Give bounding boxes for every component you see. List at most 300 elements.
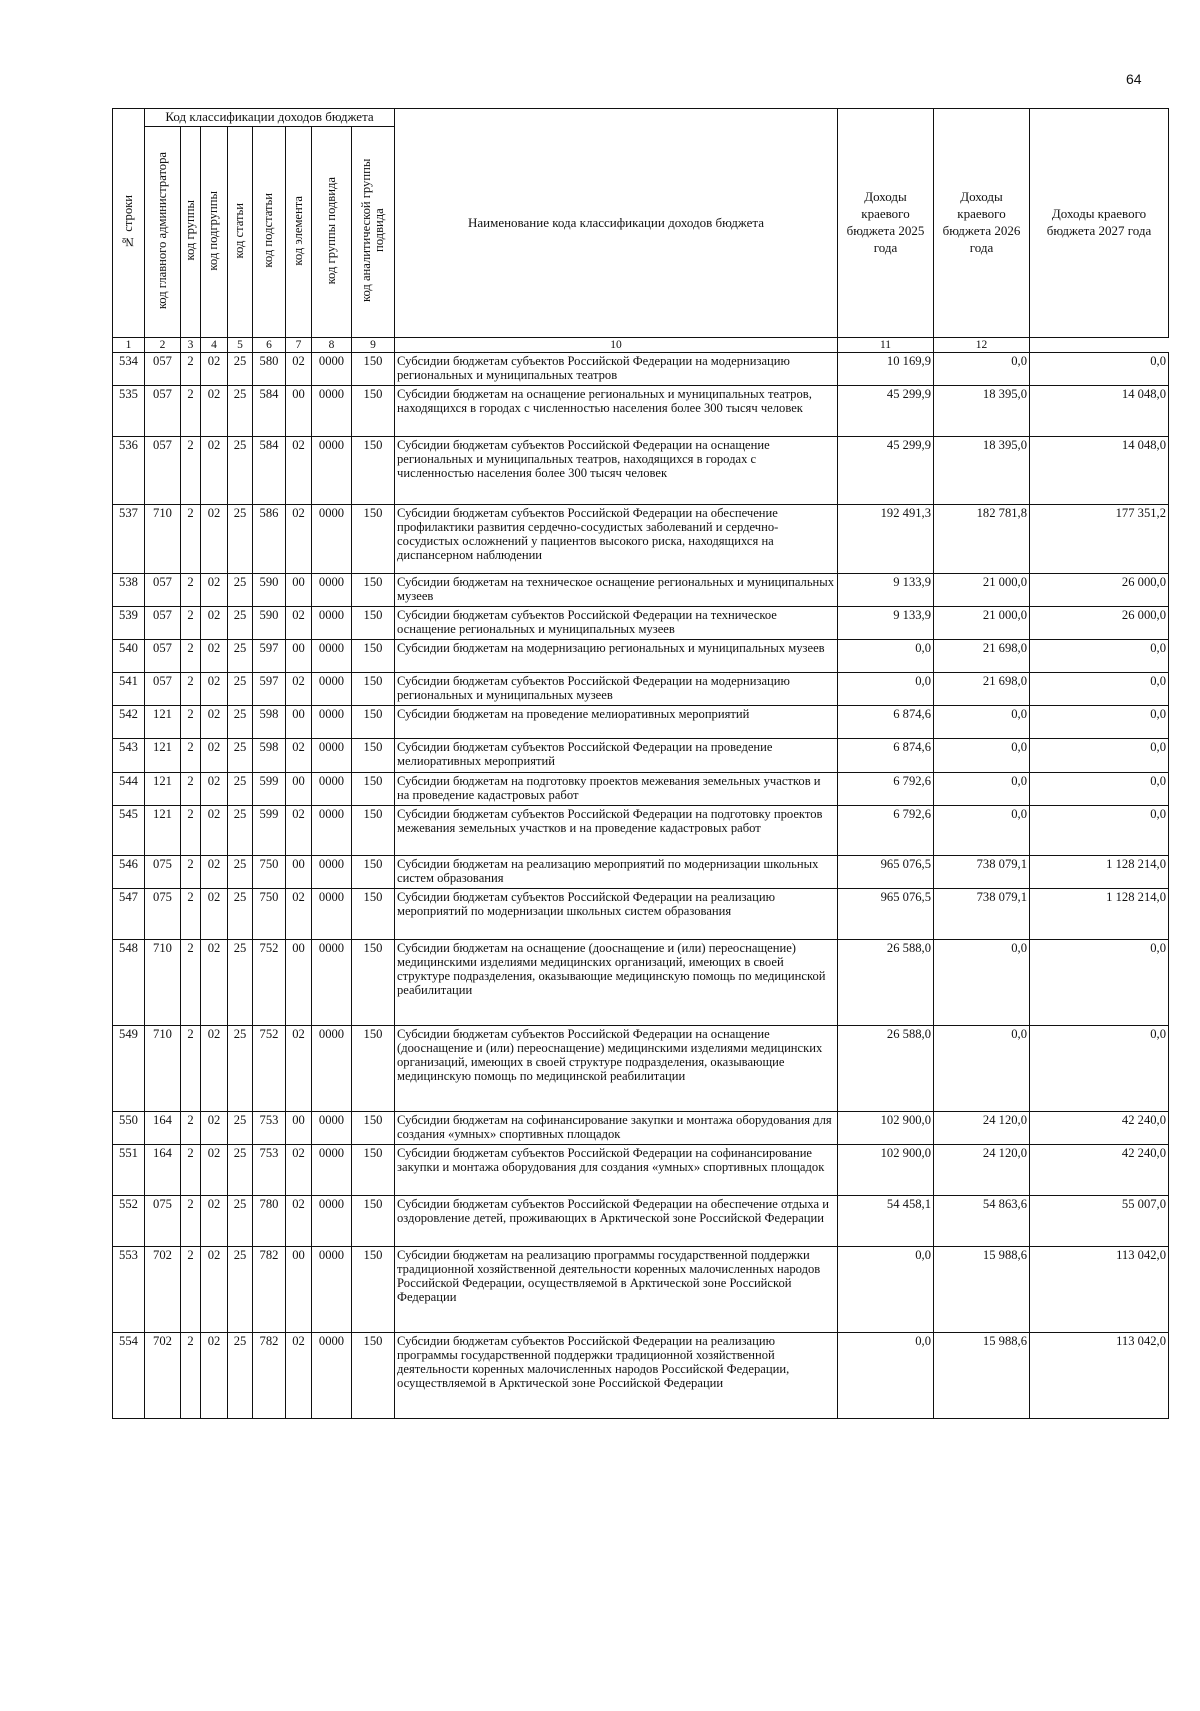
income-2027-cell: 0,0 — [1030, 1026, 1169, 1112]
analytic-group-code-cell: 150 — [352, 574, 395, 607]
column-number-row — [113, 338, 1169, 353]
subgroup-code-cell: 02 — [201, 856, 228, 889]
income-2025-cell: 102 900,0 — [838, 1112, 934, 1145]
table-row — [113, 1145, 1169, 1196]
subarticle-code-cell: 586 — [253, 505, 286, 574]
income-2027-cell: 26 000,0 — [1030, 607, 1169, 640]
subtype-group-code-cell: 0000 — [312, 505, 352, 574]
row-number-cell: 535 — [113, 386, 145, 437]
income-2026-cell: 0,0 — [934, 773, 1030, 806]
header-code-name: Наименование кода классификации доходов бюджета — [395, 109, 838, 338]
table-row — [113, 1333, 1169, 1419]
header-subtype-group-code: код группы подвида — [312, 127, 352, 338]
subgroup-code-cell: 02 — [201, 1333, 228, 1419]
column-number: 1 — [113, 338, 145, 353]
income-2025-cell: 45 299,9 — [838, 386, 934, 437]
table-row — [113, 856, 1169, 889]
table-body — [113, 353, 1169, 1419]
element-code-cell: 02 — [286, 353, 312, 386]
subgroup-code-cell: 02 — [201, 1112, 228, 1145]
income-2026-cell: 21 000,0 — [934, 574, 1030, 607]
subtype-group-code-cell: 0000 — [312, 706, 352, 739]
admin-code-cell: 075 — [145, 889, 181, 940]
row-number-cell: 538 — [113, 574, 145, 607]
subarticle-code-cell: 599 — [253, 806, 286, 856]
row-number-cell: 537 — [113, 505, 145, 574]
header-row-number: № строки — [113, 109, 145, 338]
subarticle-code-cell: 753 — [253, 1145, 286, 1196]
code-name-cell: Субсидии бюджетам на реализацию программы государственной поддержки традиционной хозяйственной деятельности коренных малочисленных народов Российской Федерации, осуществляемой в Арктической зоне Российской Федерации — [395, 1247, 838, 1333]
element-code-cell: 02 — [286, 673, 312, 706]
code-name-cell: Субсидии бюджетам субъектов Российской Федерации на софинансирование закупки и монтажа оборудования для создания «умных» спортивных площадок — [395, 1145, 838, 1196]
subtype-group-code-cell: 0000 — [312, 856, 352, 889]
subarticle-code-cell: 750 — [253, 889, 286, 940]
header-admin-code: код главного администратора — [145, 127, 181, 338]
element-code-cell: 02 — [286, 1333, 312, 1419]
group-code-cell: 2 — [181, 574, 201, 607]
income-2027-cell: 0,0 — [1030, 353, 1169, 386]
element-code-cell: 00 — [286, 706, 312, 739]
article-code-cell: 25 — [228, 739, 253, 773]
subarticle-code-cell: 584 — [253, 437, 286, 505]
subarticle-code-cell: 782 — [253, 1247, 286, 1333]
income-2026-cell: 21 000,0 — [934, 607, 1030, 640]
subarticle-code-cell: 584 — [253, 386, 286, 437]
subgroup-code-cell: 02 — [201, 706, 228, 739]
income-2027-cell: 1 128 214,0 — [1030, 889, 1169, 940]
group-code-cell: 2 — [181, 1145, 201, 1196]
row-number-cell: 553 — [113, 1247, 145, 1333]
column-number: 5 — [228, 338, 253, 353]
element-code-cell: 00 — [286, 386, 312, 437]
row-number-cell: 550 — [113, 1112, 145, 1145]
code-name-cell: Субсидии бюджетам субъектов Российской Федерации на оснащение (дооснащение и (или) переоснащение) медицинскими изделиями медицинских организаций, имеющих в своей структуре подразделения, оказывающие медицинскую помощь по медицинской реабилитации — [395, 1026, 838, 1112]
analytic-group-code-cell: 150 — [352, 1247, 395, 1333]
income-2025-cell: 9 133,9 — [838, 607, 934, 640]
income-2025-cell: 9 133,9 — [838, 574, 934, 607]
code-name-cell: Субсидии бюджетам субъектов Российской Федерации на реализацию мероприятий по модернизации школьных систем образования — [395, 889, 838, 940]
income-2026-cell: 0,0 — [934, 940, 1030, 1026]
income-2025-cell: 965 076,5 — [838, 856, 934, 889]
table-row — [113, 1196, 1169, 1247]
subarticle-code-cell: 750 — [253, 856, 286, 889]
subarticle-code-cell: 780 — [253, 1196, 286, 1247]
code-name-cell: Субсидии бюджетам субъектов Российской Федерации на техническое оснащение региональных и муниципальных музеев — [395, 607, 838, 640]
code-name-cell: Субсидии бюджетам субъектов Российской Федерации на проведение мелиоративных мероприятий — [395, 739, 838, 773]
subtype-group-code-cell: 0000 — [312, 1196, 352, 1247]
element-code-cell: 00 — [286, 773, 312, 806]
admin-code-cell: 057 — [145, 386, 181, 437]
income-2026-cell: 0,0 — [934, 706, 1030, 739]
admin-code-cell: 710 — [145, 940, 181, 1026]
article-code-cell: 25 — [228, 437, 253, 505]
admin-code-cell: 075 — [145, 856, 181, 889]
subtype-group-code-cell: 0000 — [312, 607, 352, 640]
income-2026-cell: 0,0 — [934, 739, 1030, 773]
admin-code-cell: 075 — [145, 1196, 181, 1247]
row-number-cell: 543 — [113, 739, 145, 773]
header-subarticle-code: код подстатьи — [253, 127, 286, 338]
row-number-cell: 545 — [113, 806, 145, 856]
analytic-group-code-cell: 150 — [352, 353, 395, 386]
income-2027-cell: 0,0 — [1030, 940, 1169, 1026]
subarticle-code-cell: 782 — [253, 1333, 286, 1419]
income-2026-cell: 738 079,1 — [934, 856, 1030, 889]
row-number-cell: 548 — [113, 940, 145, 1026]
income-2025-cell: 965 076,5 — [838, 889, 934, 940]
income-2027-cell: 0,0 — [1030, 673, 1169, 706]
element-code-cell: 00 — [286, 856, 312, 889]
subgroup-code-cell: 02 — [201, 806, 228, 856]
subtype-group-code-cell: 0000 — [312, 437, 352, 505]
admin-code-cell: 164 — [145, 1112, 181, 1145]
row-number-cell: 544 — [113, 773, 145, 806]
subgroup-code-cell: 02 — [201, 940, 228, 1026]
subgroup-code-cell: 02 — [201, 640, 228, 673]
group-code-cell: 2 — [181, 706, 201, 739]
column-number: 6 — [253, 338, 286, 353]
income-2027-cell: 1 128 214,0 — [1030, 856, 1169, 889]
table-row — [113, 386, 1169, 437]
code-name-cell: Субсидии бюджетам субъектов Российской Федерации на оснащение региональных и муниципальных театров, находящихся в городах с численностью населения более 300 тысяч человек — [395, 437, 838, 505]
code-name-cell: Субсидии бюджетам на подготовку проектов межевания земельных участков и на проведение кадастровых работ — [395, 773, 838, 806]
analytic-group-code-cell: 150 — [352, 1026, 395, 1112]
subtype-group-code-cell: 0000 — [312, 806, 352, 856]
analytic-group-code-cell: 150 — [352, 1112, 395, 1145]
row-number-cell: 551 — [113, 1145, 145, 1196]
subgroup-code-cell: 02 — [201, 889, 228, 940]
income-2027-cell: 42 240,0 — [1030, 1145, 1169, 1196]
analytic-group-code-cell: 150 — [352, 1196, 395, 1247]
code-name-cell: Субсидии бюджетам на техническое оснащение региональных и муниципальных музеев — [395, 574, 838, 607]
table-row — [113, 673, 1169, 706]
code-name-cell: Субсидии бюджетам на реализацию мероприятий по модернизации школьных систем образования — [395, 856, 838, 889]
income-2025-cell: 6 792,6 — [838, 773, 934, 806]
income-2025-cell: 0,0 — [838, 1333, 934, 1419]
group-code-cell: 2 — [181, 773, 201, 806]
subtype-group-code-cell: 0000 — [312, 1333, 352, 1419]
analytic-group-code-cell: 150 — [352, 640, 395, 673]
subtype-group-code-cell: 0000 — [312, 773, 352, 806]
subgroup-code-cell: 02 — [201, 505, 228, 574]
subarticle-code-cell: 752 — [253, 1026, 286, 1112]
income-2025-cell: 6 792,6 — [838, 806, 934, 856]
subgroup-code-cell: 02 — [201, 773, 228, 806]
group-code-cell: 2 — [181, 1196, 201, 1247]
group-code-cell: 2 — [181, 1247, 201, 1333]
admin-code-cell: 057 — [145, 437, 181, 505]
subgroup-code-cell: 02 — [201, 1247, 228, 1333]
income-2025-cell: 26 588,0 — [838, 1026, 934, 1112]
admin-code-cell: 121 — [145, 739, 181, 773]
article-code-cell: 25 — [228, 889, 253, 940]
code-name-cell: Субсидии бюджетам на софинансирование закупки и монтажа оборудования для создания «умных» спортивных площадок — [395, 1112, 838, 1145]
income-2025-cell: 6 874,6 — [838, 706, 934, 739]
income-2025-cell: 54 458,1 — [838, 1196, 934, 1247]
group-code-cell: 2 — [181, 353, 201, 386]
table-row — [113, 889, 1169, 940]
income-2026-cell: 18 395,0 — [934, 437, 1030, 505]
admin-code-cell: 057 — [145, 640, 181, 673]
income-2027-cell: 113 042,0 — [1030, 1333, 1169, 1419]
header-income-2026: Доходы краевого бюджета 2026 года — [934, 109, 1030, 338]
subgroup-code-cell: 02 — [201, 386, 228, 437]
row-number-cell: 534 — [113, 353, 145, 386]
column-number: 10 — [395, 338, 838, 353]
subtype-group-code-cell: 0000 — [312, 640, 352, 673]
analytic-group-code-cell: 150 — [352, 386, 395, 437]
subarticle-code-cell: 753 — [253, 1112, 286, 1145]
subarticle-code-cell: 752 — [253, 940, 286, 1026]
article-code-cell: 25 — [228, 706, 253, 739]
subgroup-code-cell: 02 — [201, 1026, 228, 1112]
column-number: 12 — [934, 338, 1030, 353]
analytic-group-code-cell: 150 — [352, 806, 395, 856]
income-2027-cell: 113 042,0 — [1030, 1247, 1169, 1333]
element-code-cell: 02 — [286, 1145, 312, 1196]
admin-code-cell: 710 — [145, 1026, 181, 1112]
admin-code-cell: 057 — [145, 574, 181, 607]
article-code-cell: 25 — [228, 640, 253, 673]
income-2026-cell: 21 698,0 — [934, 673, 1030, 706]
income-2025-cell: 26 588,0 — [838, 940, 934, 1026]
code-name-cell: Субсидии бюджетам на оснащение (дооснащение и (или) переоснащение) медицинскими изделиями медицинских организаций, имеющих в своей структуре подразделения, оказывающие медицинскую помощь по медицинской реабилитации — [395, 940, 838, 1026]
article-code-cell: 25 — [228, 505, 253, 574]
income-2026-cell: 182 781,8 — [934, 505, 1030, 574]
income-2026-cell: 24 120,0 — [934, 1145, 1030, 1196]
article-code-cell: 25 — [228, 673, 253, 706]
row-number-cell: 536 — [113, 437, 145, 505]
income-2027-cell: 26 000,0 — [1030, 574, 1169, 607]
analytic-group-code-cell: 150 — [352, 673, 395, 706]
row-number-cell: 549 — [113, 1026, 145, 1112]
subtype-group-code-cell: 0000 — [312, 353, 352, 386]
table-row — [113, 1247, 1169, 1333]
element-code-cell: 02 — [286, 607, 312, 640]
subarticle-code-cell: 580 — [253, 353, 286, 386]
group-code-cell: 2 — [181, 386, 201, 437]
income-2026-cell: 54 863,6 — [934, 1196, 1030, 1247]
header-income-2027: Доходы краевого бюджета 2027 года — [1030, 109, 1169, 338]
table-row — [113, 607, 1169, 640]
analytic-group-code-cell: 150 — [352, 739, 395, 773]
article-code-cell: 25 — [228, 353, 253, 386]
subtype-group-code-cell: 0000 — [312, 940, 352, 1026]
admin-code-cell: 057 — [145, 673, 181, 706]
code-name-cell: Субсидии бюджетам субъектов Российской Федерации на реализацию программы государственной поддержки традиционной хозяйственной деятельности коренных малочисленных народов Российской Федерации, осуществляемой в Арктической зоне Российской Федерации — [395, 1333, 838, 1419]
analytic-group-code-cell: 150 — [352, 607, 395, 640]
subgroup-code-cell: 02 — [201, 574, 228, 607]
header-article-code: код статьи — [228, 127, 253, 338]
income-2026-cell: 0,0 — [934, 806, 1030, 856]
table-row — [113, 640, 1169, 673]
analytic-group-code-cell: 150 — [352, 940, 395, 1026]
analytic-group-code-cell: 150 — [352, 437, 395, 505]
group-code-cell: 2 — [181, 673, 201, 706]
header-code-classification: Код классификации доходов бюджета — [145, 109, 395, 127]
row-number-cell: 547 — [113, 889, 145, 940]
article-code-cell: 25 — [228, 1026, 253, 1112]
group-code-cell: 2 — [181, 607, 201, 640]
income-2027-cell: 0,0 — [1030, 640, 1169, 673]
admin-code-cell: 702 — [145, 1333, 181, 1419]
element-code-cell: 02 — [286, 889, 312, 940]
analytic-group-code-cell: 150 — [352, 505, 395, 574]
element-code-cell: 00 — [286, 1247, 312, 1333]
code-name-cell: Субсидии бюджетам субъектов Российской Федерации на модернизацию региональных и муниципальных театров — [395, 353, 838, 386]
header-group-code: код группы — [181, 127, 201, 338]
subtype-group-code-cell: 0000 — [312, 386, 352, 437]
header-income-2025: Доходы краевого бюджета 2025 года — [838, 109, 934, 338]
article-code-cell: 25 — [228, 607, 253, 640]
income-2026-cell: 738 079,1 — [934, 889, 1030, 940]
header-analytic-group-code: код аналитической группы подвида — [352, 127, 395, 338]
row-number-cell: 542 — [113, 706, 145, 739]
subtype-group-code-cell: 0000 — [312, 889, 352, 940]
income-2026-cell: 24 120,0 — [934, 1112, 1030, 1145]
element-code-cell: 02 — [286, 505, 312, 574]
table-row — [113, 706, 1169, 739]
income-2027-cell: 177 351,2 — [1030, 505, 1169, 574]
article-code-cell: 25 — [228, 1333, 253, 1419]
element-code-cell: 00 — [286, 940, 312, 1026]
table-row — [113, 1112, 1169, 1145]
page-number: 64 — [1126, 71, 1142, 87]
admin-code-cell: 121 — [145, 806, 181, 856]
admin-code-cell: 121 — [145, 773, 181, 806]
subarticle-code-cell: 597 — [253, 673, 286, 706]
article-code-cell: 25 — [228, 1112, 253, 1145]
article-code-cell: 25 — [228, 386, 253, 437]
element-code-cell: 00 — [286, 1112, 312, 1145]
group-code-cell: 2 — [181, 1026, 201, 1112]
column-number: 9 — [352, 338, 395, 353]
income-2026-cell: 15 988,6 — [934, 1247, 1030, 1333]
income-2025-cell: 45 299,9 — [838, 437, 934, 505]
code-name-cell: Субсидии бюджетам субъектов Российской Федерации на обеспечение профилактики развития сердечно-сосудистых заболеваний и сердечно-сосудистых осложнений у пациентов высокого риска, находящихся на диспансерном наблюдении — [395, 505, 838, 574]
subtype-group-code-cell: 0000 — [312, 1026, 352, 1112]
article-code-cell: 25 — [228, 1145, 253, 1196]
subarticle-code-cell: 590 — [253, 574, 286, 607]
subtype-group-code-cell: 0000 — [312, 739, 352, 773]
income-2027-cell: 0,0 — [1030, 739, 1169, 773]
income-2025-cell: 192 491,3 — [838, 505, 934, 574]
article-code-cell: 25 — [228, 773, 253, 806]
subgroup-code-cell: 02 — [201, 739, 228, 773]
table-row — [113, 773, 1169, 806]
group-code-cell: 2 — [181, 437, 201, 505]
article-code-cell: 25 — [228, 856, 253, 889]
subarticle-code-cell: 597 — [253, 640, 286, 673]
subgroup-code-cell: 02 — [201, 1145, 228, 1196]
admin-code-cell: 057 — [145, 607, 181, 640]
column-number: 4 — [201, 338, 228, 353]
admin-code-cell: 164 — [145, 1145, 181, 1196]
group-code-cell: 2 — [181, 806, 201, 856]
element-code-cell: 02 — [286, 1196, 312, 1247]
table-row — [113, 806, 1169, 856]
element-code-cell: 02 — [286, 739, 312, 773]
header-subgroup-code: код подгруппы — [201, 127, 228, 338]
row-number-cell: 540 — [113, 640, 145, 673]
row-number-cell: 546 — [113, 856, 145, 889]
income-2027-cell: 0,0 — [1030, 806, 1169, 856]
income-2025-cell: 102 900,0 — [838, 1145, 934, 1196]
element-code-cell: 02 — [286, 1026, 312, 1112]
admin-code-cell: 702 — [145, 1247, 181, 1333]
table-row — [113, 739, 1169, 773]
code-name-cell: Субсидии бюджетам субъектов Российской Федерации на обеспечение отдыха и оздоровление детей, проживающих в Арктической зоне Российской Федерации — [395, 1196, 838, 1247]
row-number-cell: 541 — [113, 673, 145, 706]
admin-code-cell: 121 — [145, 706, 181, 739]
table-row — [113, 353, 1169, 386]
element-code-cell: 00 — [286, 574, 312, 607]
admin-code-cell: 057 — [145, 353, 181, 386]
table-row — [113, 574, 1169, 607]
income-2025-cell: 0,0 — [838, 640, 934, 673]
analytic-group-code-cell: 150 — [352, 856, 395, 889]
subarticle-code-cell: 598 — [253, 739, 286, 773]
subgroup-code-cell: 02 — [201, 673, 228, 706]
analytic-group-code-cell: 150 — [352, 889, 395, 940]
group-code-cell: 2 — [181, 1333, 201, 1419]
row-number-cell: 552 — [113, 1196, 145, 1247]
subgroup-code-cell: 02 — [201, 353, 228, 386]
group-code-cell: 2 — [181, 505, 201, 574]
code-name-cell: Субсидии бюджетам на оснащение региональных и муниципальных театров, находящихся в городах с численностью населения более 300 тысяч человек — [395, 386, 838, 437]
column-number: 3 — [181, 338, 201, 353]
code-name-cell: Субсидии бюджетам на проведение мелиоративных мероприятий — [395, 706, 838, 739]
income-2025-cell: 0,0 — [838, 1247, 934, 1333]
table-row — [113, 940, 1169, 1026]
income-2027-cell: 55 007,0 — [1030, 1196, 1169, 1247]
article-code-cell: 25 — [228, 806, 253, 856]
code-name-cell: Субсидии бюджетам на модернизацию региональных и муниципальных музеев — [395, 640, 838, 673]
income-2027-cell: 14 048,0 — [1030, 386, 1169, 437]
subgroup-code-cell: 02 — [201, 607, 228, 640]
table-row — [113, 1026, 1169, 1112]
income-2027-cell: 14 048,0 — [1030, 437, 1169, 505]
subgroup-code-cell: 02 — [201, 1196, 228, 1247]
table-row — [113, 437, 1169, 505]
element-code-cell: 02 — [286, 806, 312, 856]
code-name-cell: Субсидии бюджетам субъектов Российской Федерации на модернизацию региональных и муниципальных музеев — [395, 673, 838, 706]
group-code-cell: 2 — [181, 856, 201, 889]
row-number-cell: 554 — [113, 1333, 145, 1419]
column-number: 7 — [286, 338, 312, 353]
article-code-cell: 25 — [228, 574, 253, 607]
element-code-cell: 02 — [286, 437, 312, 505]
income-2025-cell: 10 169,9 — [838, 353, 934, 386]
admin-code-cell: 710 — [145, 505, 181, 574]
income-2027-cell: 0,0 — [1030, 706, 1169, 739]
subtype-group-code-cell: 0000 — [312, 1145, 352, 1196]
subarticle-code-cell: 599 — [253, 773, 286, 806]
group-code-cell: 2 — [181, 1112, 201, 1145]
budget-income-table — [112, 108, 1169, 1419]
article-code-cell: 25 — [228, 940, 253, 1026]
subtype-group-code-cell: 0000 — [312, 1247, 352, 1333]
column-number: 2 — [145, 338, 181, 353]
income-2027-cell: 0,0 — [1030, 773, 1169, 806]
subtype-group-code-cell: 0000 — [312, 673, 352, 706]
group-code-cell: 2 — [181, 640, 201, 673]
income-2025-cell: 0,0 — [838, 673, 934, 706]
column-number: 8 — [312, 338, 352, 353]
subarticle-code-cell: 590 — [253, 607, 286, 640]
income-2026-cell: 15 988,6 — [934, 1333, 1030, 1419]
row-number-cell: 539 — [113, 607, 145, 640]
